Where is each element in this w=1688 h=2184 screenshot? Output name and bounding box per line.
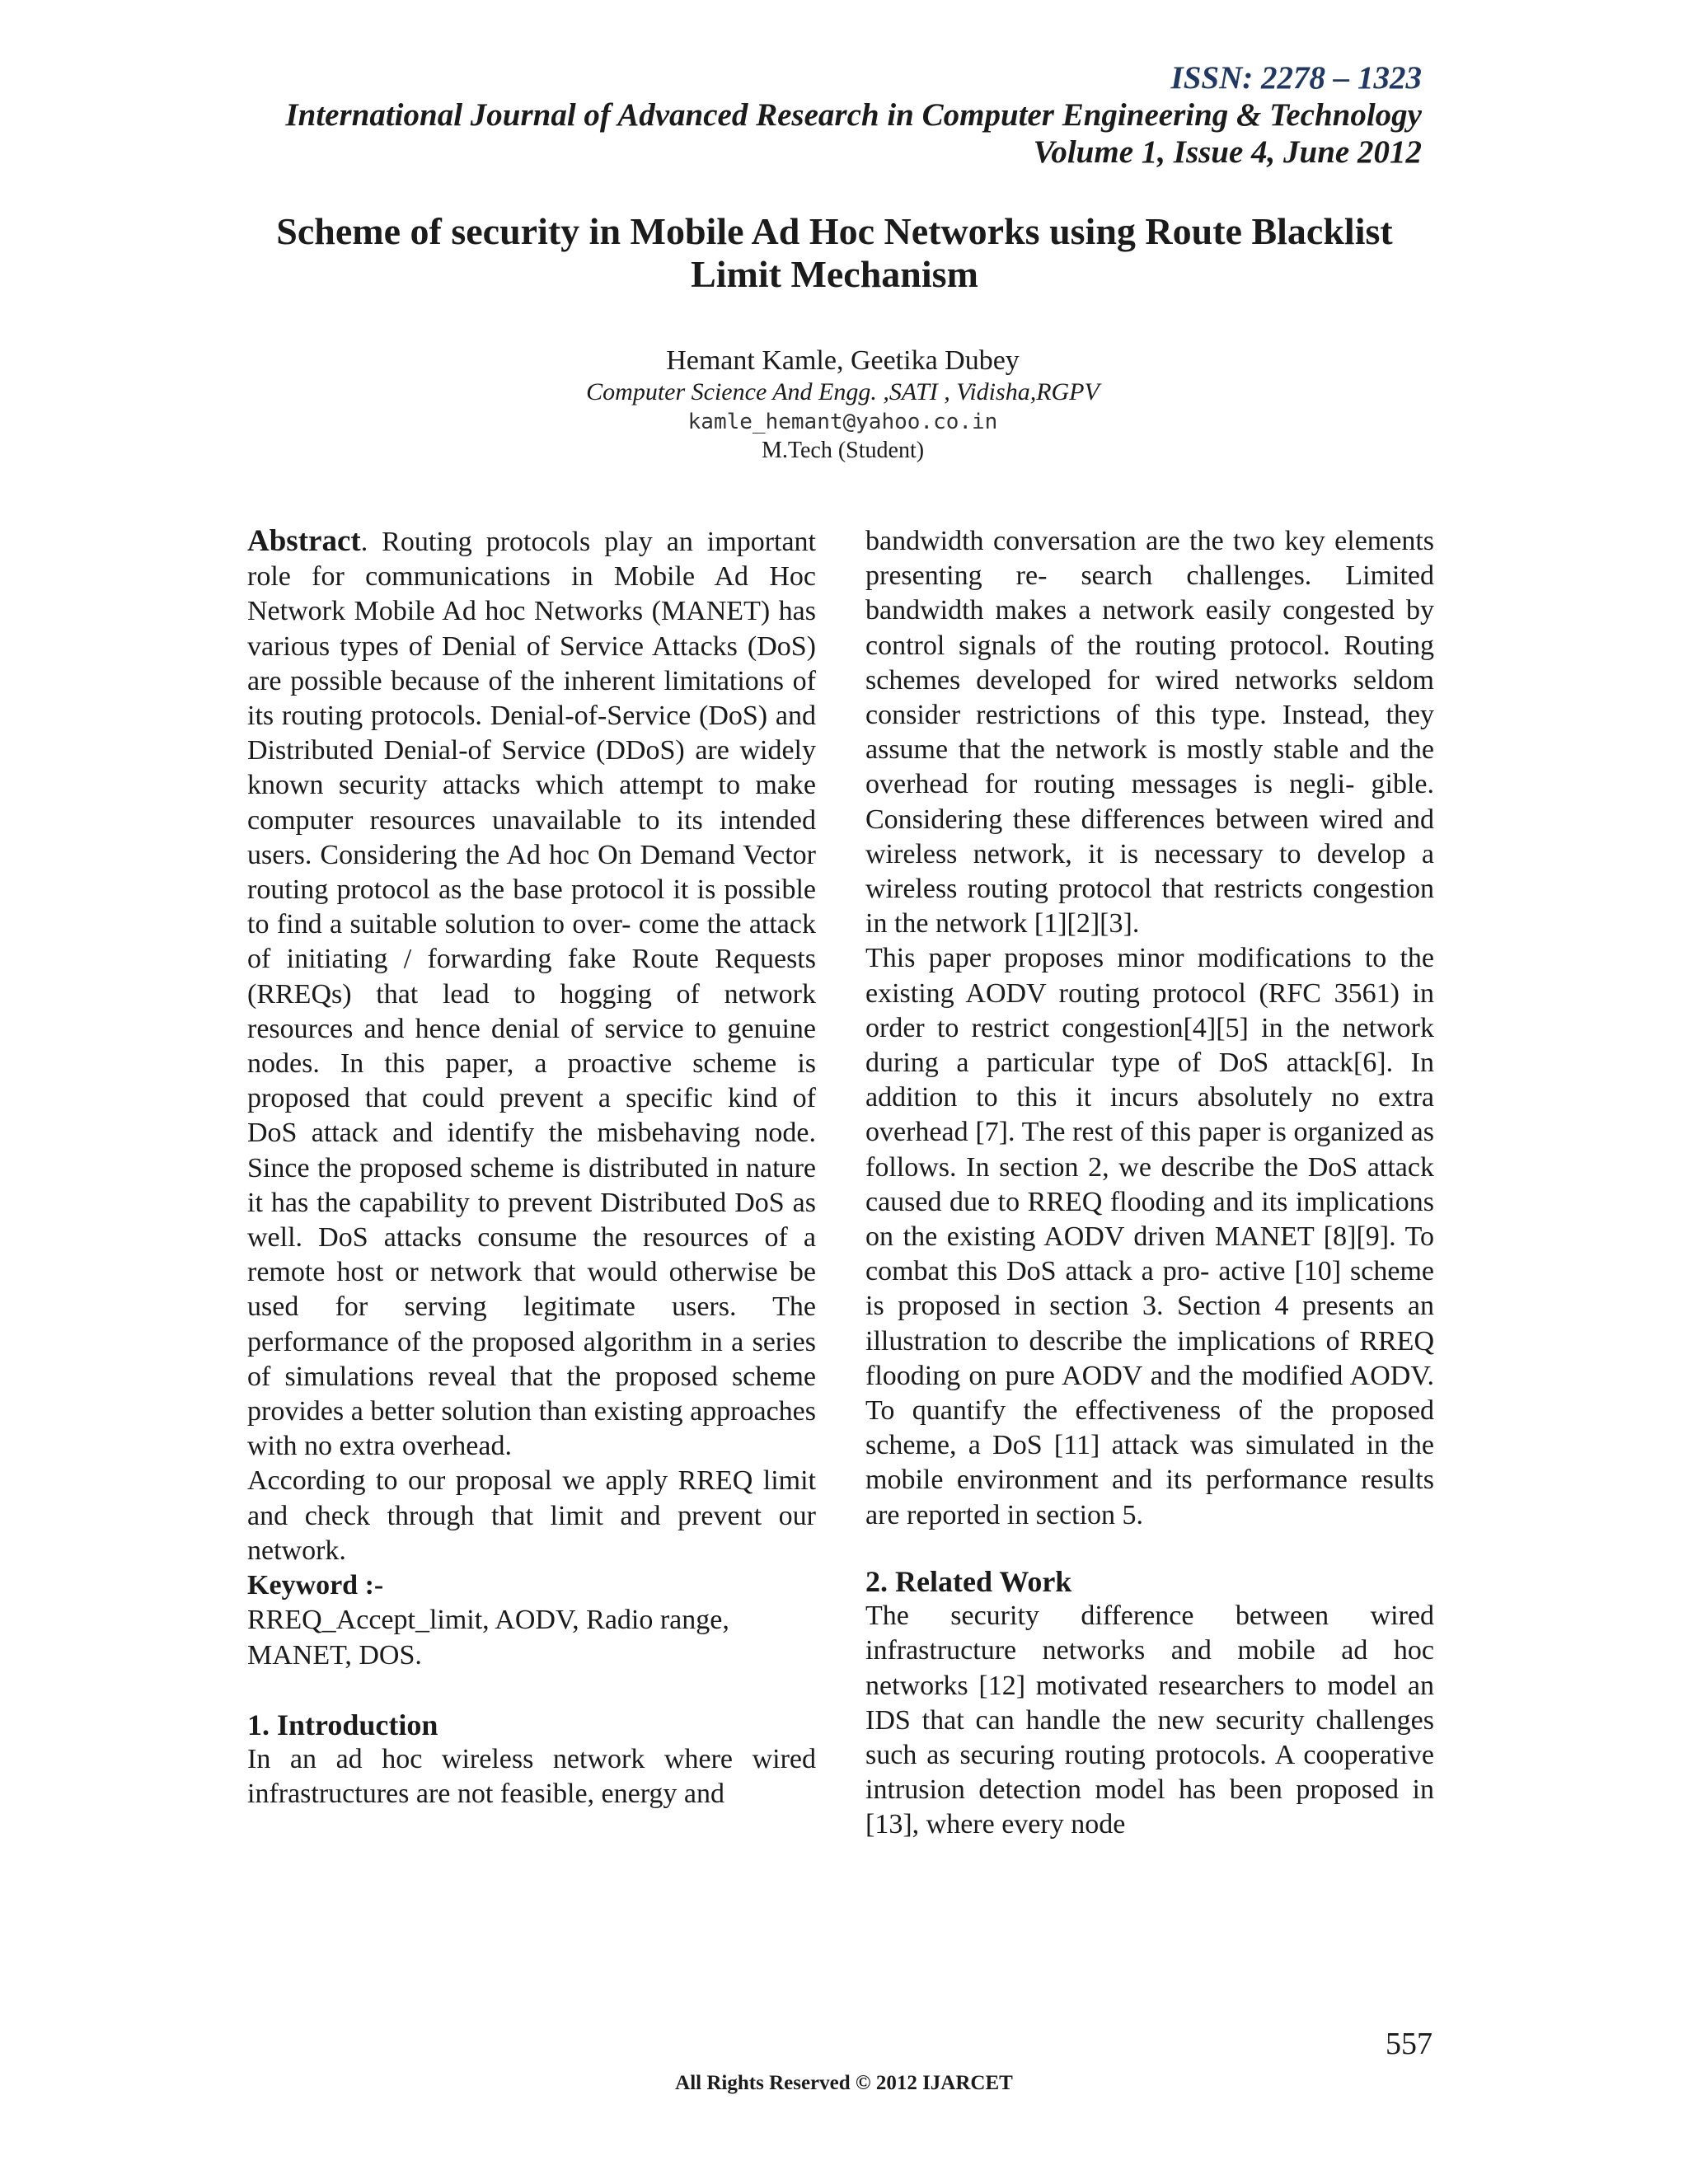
journal-header — [247, 59, 1422, 171]
journal-name: International Journal of Advanced Research in Computer Engineering & Technology — [285, 97, 1422, 133]
page-number: 557 — [1386, 2027, 1432, 2061]
introduction-heading: 1. Introduction — [247, 1708, 438, 1741]
author-position: M.Tech (Student) — [761, 438, 925, 463]
author-block — [412, 344, 1273, 465]
keywords: RREQ_Accept_limit, AODV, Radio range, MANET, DOS. — [247, 1605, 729, 1671]
right-column — [865, 524, 1434, 1843]
related-work-heading: 2. Related Work — [865, 1564, 1072, 1598]
abstract-text: . Routing protocols play an important role for communications in Mobile Ad Hoc Network Mobile Ad hoc Networks (MANET) has various types of Denial of Service Attacks (DoS) are possible because of the inherent limitations of its routing protocols. Denial-of-Service (DoS) and Distributed Denial-of Service (DDoS) are widely known security attacks which attempt to make computer resources unavailable to its intended users. Considering the Ad hoc On Demand Vector routing protocol as the base protocol it is possible to find a suitable solution to over- come the attack of initiating / forwarding fake Route Requests (RREQs) that lead to hogging of network resources and hence denial of service to genuine nodes. In this paper, a proactive scheme is proposed that could prevent a specific kind of DoS attack and identify the misbehaving node. Since the proposed scheme is distributed in nature it has the capability to prevent Distributed DoS as well. DoS attacks consume the resources of a remote host or network that would otherwise be used for serving legitimate users. The performance of the proposed algorithm in a series of simulations reveal that the proposed scheme provides a better solution than existing approaches with no extra overhead. — [247, 527, 816, 1462]
paper-title-line-1: Scheme of security in Mobile Ad Hoc Networks using Route Blacklist — [276, 210, 1393, 252]
email: kamle_hemant@yahoo.co.in — [687, 410, 998, 434]
affiliation: Computer Science And Engg. ,SATI , Vidisha,RGPV — [586, 378, 1100, 405]
paper-title-line-2: Limit Mechanism — [691, 253, 978, 295]
issn-line: ISSN: 2278 – 1323 — [1170, 60, 1422, 96]
introduction-paragraph-continued: bandwidth conversation are the two key elements presenting re- search challenges. Limited bandwidth makes a network easily congested by control signals of the routing protocol. Routing schemes developed for wired networks seldom consider restrictions of this type. Instead, they assume that the network is mostly stable and the overhead for routing messages is negli- gible. Considering these differences between wired and wireless network, it is necessary to develop a wireless routing protocol that restricts congestion in the network [1][2][3]. — [865, 526, 1434, 940]
volume-line: Volume 1, Issue 4, June 2012 — [1033, 134, 1422, 170]
copyright-footer: All Rights Reserved © 2012 IJARCET — [675, 2072, 1013, 2094]
left-column — [247, 524, 816, 1811]
paper-title — [223, 210, 1447, 296]
introduction-paragraph-start: In an ad hoc wireless network where wired infrastructures are not feasible, energy and — [247, 1743, 816, 1810]
related-work-paragraph: The security difference between wired infrastructure networks and mobile ad hoc networks [12] motivated researchers to model an IDS that can handle the new security challenges such as securing routing protocols. A cooperative intrusion detection model has been proposed in [13], where every node — [865, 1601, 1434, 1840]
abstract-label: Abstract — [247, 524, 361, 558]
abstract-paragraph — [247, 524, 816, 1464]
authors: Hemant Kamle, Geetika Dubey — [666, 345, 1020, 376]
abstract-proposal: According to our proposal we apply RREQ limit and check through that limit and prevent our network. — [247, 1465, 816, 1566]
introduction-paragraph-2: This paper proposes minor modifications to the existing AODV routing protocol (RFC 3561) in order to restrict congestion[4][5] in the network during a particular type of DoS attack[6]. In addition to this it incurs absolutely no extra overhead [7]. The rest of this paper is organized as follows. In section 2, we describe the DoS attack caused due to RREQ flooding and its implications on the existing AODV driven MANET [8][9]. To combat this DoS attack a pro- active [10] scheme is proposed in section 3. Section 4 presents an illustration to describe the implications of RREQ flooding on pure AODV and the modified AODV. To quantify the effectiveness of the proposed scheme, a DoS [11] attack was simulated in the mobile environment and its performance results are reported in section 5. — [865, 943, 1434, 1530]
keyword-heading: Keyword :- — [247, 1570, 384, 1601]
